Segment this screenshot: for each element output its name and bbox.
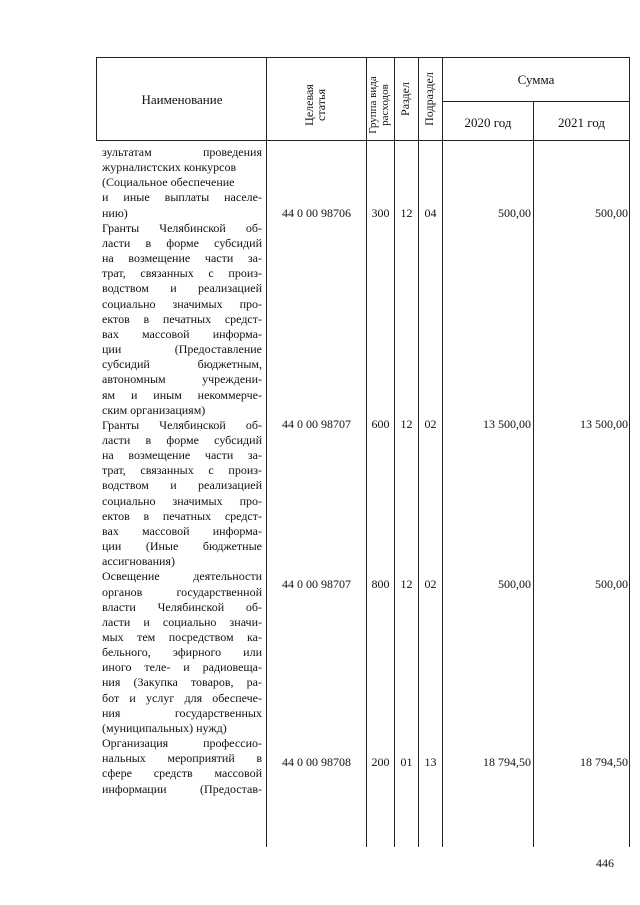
header-section: Раздел	[398, 82, 412, 116]
cell-subsection: 04	[424, 206, 437, 220]
cell-section: 12	[400, 206, 413, 220]
cell-article: 44 0 00 98706	[282, 206, 351, 220]
cell-sum-2021: 500,00	[595, 206, 628, 220]
header-year-2020: 2020 год	[464, 115, 512, 130]
cell-subsection: 13	[424, 755, 437, 769]
cell-section: 12	[400, 417, 413, 431]
cell-section: 12	[400, 577, 413, 591]
cell-sum-2020: 13 500,00	[483, 417, 531, 431]
col-divider-article	[366, 57, 367, 847]
header-bottom-border	[96, 140, 630, 141]
cell-sum-2020: 500,00	[498, 577, 531, 591]
cell-group: 300	[371, 206, 390, 220]
header-sum: Сумма	[517, 72, 555, 87]
table-top-border	[96, 57, 630, 58]
row-name: Гранты Челябинской об- ласти в форме субсидий на возмещение части за- трат, связанных с произ- водством и реализацией социально значимых про- ектов в печатных средст- вах массовой информа- ции (Предоставление субсидий бюджетным, автономным учреждени- ям и иным некоммерче- ским организациям)	[102, 220, 262, 417]
cell-article: 44 0 00 98708	[282, 755, 351, 769]
cell-article: 44 0 00 98707	[282, 577, 351, 591]
cell-subsection: 02	[424, 417, 437, 431]
header-name: Наименование	[141, 92, 223, 107]
cell-subsection: 02	[424, 577, 437, 591]
header-year-2021: 2021 год	[558, 115, 605, 130]
page-number: 446	[596, 856, 614, 870]
header-subsection: Подраздел	[422, 72, 436, 126]
cell-article: 44 0 00 98707	[282, 417, 351, 431]
header-target-article: Целевая статья	[302, 84, 328, 126]
cell-sum-2020: 18 794,50	[483, 755, 531, 769]
row-name: зультатам проведения журналистских конкурсов (Социальное обеспечение и иные выплаты населе- нию)	[102, 145, 262, 220]
col-divider-section	[418, 57, 419, 847]
table-left-border	[96, 57, 97, 141]
cell-group: 800	[371, 577, 390, 591]
table-right-border	[629, 57, 630, 847]
row-name: Гранты Челябинской об- ласти в форме субсидий на возмещение части за- трат, связанных с произ- водством и реализацией социально значимых про- ектов в печатных средст- вах массовой информа- ции (Иные бюджетные ассигнования)	[102, 417, 262, 569]
header-expense-group: Группа вида расходов	[367, 76, 391, 134]
cell-section: 01	[400, 755, 413, 769]
row-name: Организация профессио- нальных мероприятий в сфере средств массовой информации (Предостав-	[102, 736, 262, 796]
col-divider-name	[266, 57, 267, 847]
col-divider-group	[394, 57, 395, 847]
cell-group: 600	[371, 417, 390, 431]
col-divider-subsection	[442, 57, 443, 847]
sum-header-divider	[442, 101, 630, 102]
cell-sum-2021: 500,00	[595, 577, 628, 591]
row-name: Освещение деятельности органов государственной власти Челябинской об- ласти и социально значи- мых тем посредством ка- бельного, эфирного или иного теле- и радиовеща- ния (Закупка товаров, ра- бот и услуг для обеспече- ния государственных (муниципальных) нужд)	[102, 569, 262, 735]
cell-sum-2020: 500,00	[498, 206, 531, 220]
cell-sum-2021: 18 794,50	[580, 755, 628, 769]
cell-group: 200	[371, 755, 390, 769]
name-column	[102, 145, 262, 797]
cell-sum-2021: 13 500,00	[580, 417, 628, 431]
